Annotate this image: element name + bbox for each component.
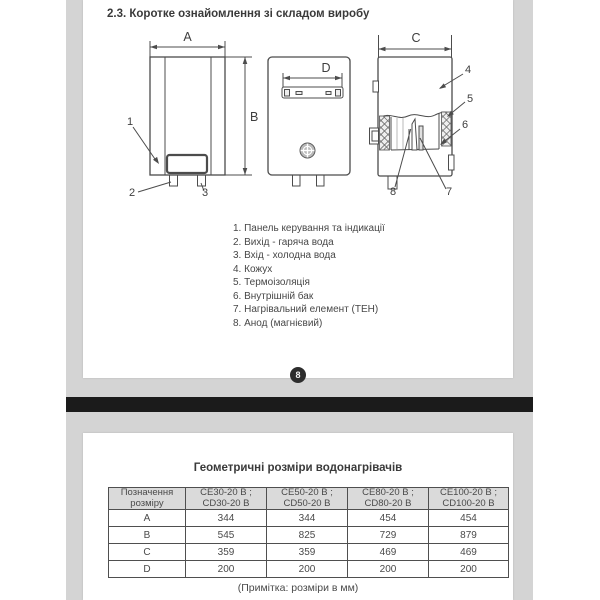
table-header-cell: Позначення розміру	[109, 488, 186, 510]
part-callout-7: 7	[445, 186, 453, 198]
part-callout-6: 6	[461, 119, 469, 131]
table-cell: 359	[267, 544, 348, 561]
table-cell: 200	[348, 561, 429, 578]
dim-label-a: A	[183, 30, 192, 44]
parts-list-item: 7. Нагрівальний елемент (ТЕН)	[233, 304, 379, 315]
cutaway-view-drawing	[370, 35, 469, 189]
parts-list-item: 6. Внутрішній бак	[233, 290, 314, 302]
document-page-2	[83, 433, 513, 600]
document-page-1	[83, 0, 513, 378]
part-callout-8: 8	[389, 186, 397, 198]
dim-label-c: C	[411, 31, 421, 45]
parts-list-item: 3. Вхід - холодна вода	[233, 250, 336, 261]
control-panel-shape	[167, 155, 207, 173]
row-label: A	[109, 510, 186, 527]
table-cell: 469	[348, 544, 429, 561]
table-cell: 200	[267, 561, 348, 578]
heating-element	[409, 119, 423, 150]
table-cell: 454	[348, 510, 429, 527]
table-cell: 344	[267, 510, 348, 527]
row-label: B	[109, 527, 186, 544]
section-heading: 2.3. Коротке ознайомлення зі складом виробу	[107, 8, 370, 20]
divider-bar	[66, 397, 533, 412]
page-number-badge: 8	[290, 367, 306, 383]
table-cell: 879	[429, 527, 509, 544]
table-cell: 545	[186, 527, 267, 544]
parts-list-item: 8. Анод (магнієвий)	[233, 317, 323, 329]
parts-list-item: 5. Термоізоляція	[233, 277, 310, 288]
table-note: (Примітка: розміри в мм)	[237, 582, 359, 594]
table-cell: 344	[186, 510, 267, 527]
table-header-cell: CE30-20 В ; CD30-20 В	[186, 488, 267, 510]
row-label: C	[109, 544, 186, 561]
dimension-d	[283, 73, 342, 87]
part-callout-1: 1	[126, 116, 134, 128]
table-cell: 454	[429, 510, 509, 527]
table-row	[109, 527, 509, 544]
table-row	[109, 544, 509, 561]
table-cell: 200	[186, 561, 267, 578]
table-cell: 469	[429, 544, 509, 561]
part-callout-4: 4	[464, 64, 472, 76]
parts-list-item: 4. Кожух	[233, 263, 273, 275]
parts-list-item: 2. Вихід - гаряча вода	[233, 236, 334, 248]
display-strip	[282, 87, 343, 98]
panel-view-drawing	[268, 57, 350, 186]
table-cell: 825	[267, 527, 348, 544]
row-label: D	[109, 561, 186, 578]
parts-list	[233, 222, 385, 330]
part-callout-3: 3	[201, 187, 209, 199]
dimensions-table	[108, 487, 509, 578]
table-header-cell: CE50-20 В ; CD50-20 В	[267, 488, 348, 510]
table-cell: 200	[429, 561, 509, 578]
table-header-row	[109, 488, 509, 510]
table-row	[109, 561, 509, 578]
part-callout-5: 5	[466, 93, 474, 105]
round-emblem	[300, 143, 315, 158]
table-cell: 359	[186, 544, 267, 561]
dimension-b	[225, 57, 252, 175]
part-callout-2: 2	[128, 187, 136, 199]
table-row	[109, 510, 509, 527]
insulation-hatch-left	[380, 116, 390, 150]
front-view-drawing	[133, 41, 252, 192]
product-diagram	[83, 25, 513, 210]
table-header-cell: CE80-20 В ; CD80-20 В	[348, 488, 429, 510]
parts-list-item: 1. Панель керування та індикації	[233, 223, 385, 234]
dim-label-b: B	[250, 110, 259, 124]
table-cell: 729	[348, 527, 429, 544]
table-header-cell: CE100-20 В ; CD100-20 В	[429, 488, 509, 510]
dim-label-d: D	[321, 61, 331, 75]
table-heading: Геометричні розміри водонагрівачів	[193, 462, 403, 474]
